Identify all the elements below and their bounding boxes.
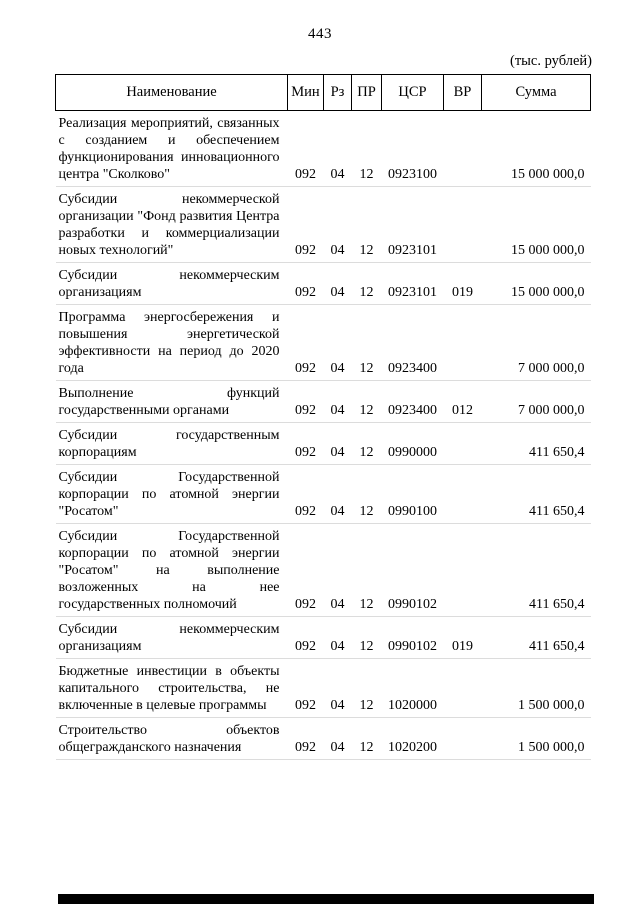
row-pr-cell: 12 [352,423,382,465]
row-vr-cell [444,187,482,263]
row-rz-cell: 04 [324,718,352,760]
row-name-cell: Выполнение функций государственными органами [56,381,288,423]
table-header [56,75,591,111]
row-csr-cell: 0990102 [382,524,444,617]
row-rz-cell: 04 [324,111,352,187]
row-pr-cell: 12 [352,659,382,718]
row-pr-cell: 12 [352,305,382,381]
table-row [56,111,591,187]
header-csr: ЦСР [382,75,444,111]
row-sum-cell: 411 650,4 [482,617,591,659]
row-name-cell: Субсидии Государственной корпорации по атомной энергии "Росатом" на выполнение возложенных на нее государственных полномочий [56,524,288,617]
table-row [56,305,591,381]
row-min-cell: 092 [288,263,324,305]
row-sum-cell: 15 000 000,0 [482,187,591,263]
row-pr-cell: 12 [352,263,382,305]
units-note: (тыс. рублей) [510,53,592,69]
row-vr-cell [444,305,482,381]
row-pr-cell: 12 [352,111,382,187]
row-sum-cell: 15 000 000,0 [482,111,591,187]
row-pr-cell: 12 [352,381,382,423]
row-rz-cell: 04 [324,617,352,659]
row-rz-cell: 04 [324,263,352,305]
row-csr-cell: 0923400 [382,305,444,381]
table-body [56,111,591,760]
row-min-cell: 092 [288,111,324,187]
row-name-cell: Строительство объектов общегражданского назначения [56,718,288,760]
row-csr-cell: 0990102 [382,617,444,659]
row-csr-cell: 1020000 [382,659,444,718]
row-min-cell: 092 [288,381,324,423]
row-rz-cell: 04 [324,423,352,465]
row-pr-cell: 12 [352,617,382,659]
header-sum: Сумма [482,75,591,111]
row-pr-cell: 12 [352,718,382,760]
table-row [56,718,591,760]
table-row [56,617,591,659]
table-row [56,659,591,718]
row-rz-cell: 04 [324,305,352,381]
row-name-cell: Субсидии некоммерческим организациям [56,617,288,659]
row-rz-cell: 04 [324,465,352,524]
header-min: Мин [288,75,324,111]
header-name: Наименование [56,75,288,111]
row-csr-cell: 0923101 [382,187,444,263]
row-name-cell: Субсидии Государственной корпорации по атомной энергии "Росатом" [56,465,288,524]
row-name-cell: Субсидии государственным корпорациям [56,423,288,465]
row-csr-cell: 0990100 [382,465,444,524]
row-csr-cell: 0923101 [382,263,444,305]
row-min-cell: 092 [288,187,324,263]
header-vr: ВР [444,75,482,111]
row-vr-cell [444,659,482,718]
row-vr-cell: 019 [444,263,482,305]
row-sum-cell: 411 650,4 [482,465,591,524]
row-pr-cell: 12 [352,465,382,524]
row-min-cell: 092 [288,524,324,617]
table-row [56,524,591,617]
row-min-cell: 092 [288,423,324,465]
budget-table [55,74,591,760]
page-number: 443 [308,26,332,42]
row-vr-cell [444,111,482,187]
row-name-cell: Бюджетные инвестиции в объекты капитального строительства, не включенные в целевые программы [56,659,288,718]
row-sum-cell: 7 000 000,0 [482,305,591,381]
row-sum-cell: 411 650,4 [482,423,591,465]
row-rz-cell: 04 [324,381,352,423]
scan-artifact-bar [58,894,594,904]
row-name-cell: Программа энергосбережения и повышения энергетической эффективности на период до 2020 года [56,305,288,381]
row-rz-cell: 04 [324,187,352,263]
row-min-cell: 092 [288,617,324,659]
row-vr-cell [444,718,482,760]
row-min-cell: 092 [288,659,324,718]
row-min-cell: 092 [288,465,324,524]
row-sum-cell: 1 500 000,0 [482,659,591,718]
row-sum-cell: 1 500 000,0 [482,718,591,760]
row-sum-cell: 411 650,4 [482,524,591,617]
row-name-cell: Субсидии некоммерческой организации "Фонд развития Центра разработки и коммерциализации новых технологий" [56,187,288,263]
row-vr-cell [444,423,482,465]
row-csr-cell: 1020200 [382,718,444,760]
row-pr-cell: 12 [352,187,382,263]
header-rz: Рз [324,75,352,111]
row-name-cell: Реализация мероприятий, связанных с созданием и обеспечением функционирования инновационного центра "Сколково" [56,111,288,187]
table-row [56,187,591,263]
row-rz-cell: 04 [324,524,352,617]
header-pr: ПР [352,75,382,111]
row-min-cell: 092 [288,305,324,381]
row-csr-cell: 0923100 [382,111,444,187]
row-rz-cell: 04 [324,659,352,718]
row-vr-cell [444,465,482,524]
table-row [56,465,591,524]
table-row [56,423,591,465]
header-row [56,75,591,111]
row-pr-cell: 12 [352,524,382,617]
row-vr-cell [444,524,482,617]
table-row [56,381,591,423]
row-name-cell: Субсидии некоммерческим организациям [56,263,288,305]
table-row [56,263,591,305]
row-csr-cell: 0990000 [382,423,444,465]
row-sum-cell: 7 000 000,0 [482,381,591,423]
row-vr-cell: 012 [444,381,482,423]
row-csr-cell: 0923400 [382,381,444,423]
row-sum-cell: 15 000 000,0 [482,263,591,305]
row-vr-cell: 019 [444,617,482,659]
row-min-cell: 092 [288,718,324,760]
